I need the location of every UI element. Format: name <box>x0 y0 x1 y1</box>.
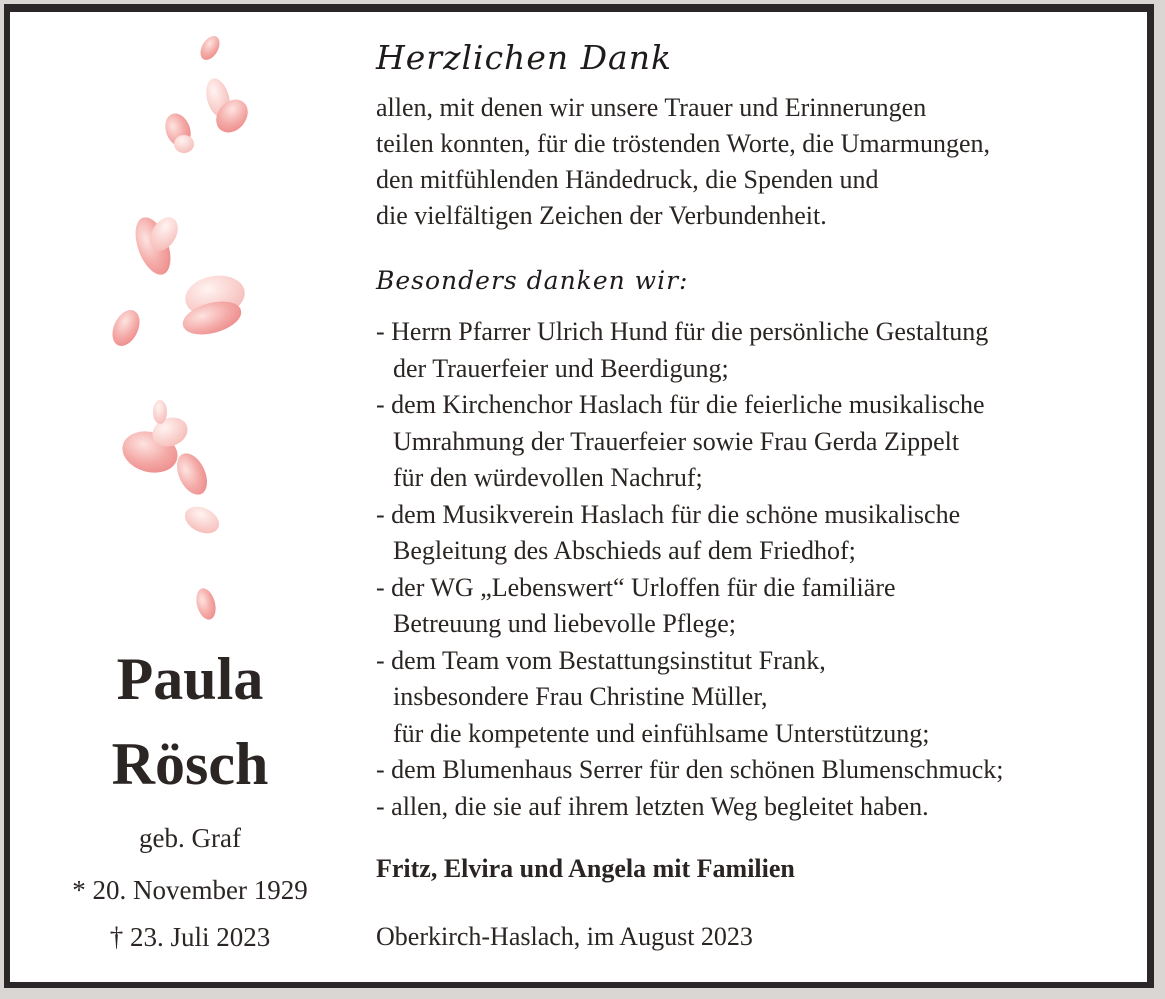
death-date: † 23. Juli 2023 <box>109 922 271 952</box>
left-column <box>10 12 370 982</box>
thanks-line: der Trauerfeier und Beerdigung; <box>393 353 729 383</box>
intro-line: allen, mit denen wir unsere Trauer und Erinnerungen <box>376 93 927 122</box>
thanks-line: - Herrn Pfarrer Ulrich Hund für die persönliche Gestaltung <box>376 317 989 346</box>
main-heading: Herzlichen Dank <box>376 38 672 77</box>
family-signature: Fritz, Elvira und Angela mit Familien <box>376 854 795 883</box>
sub-heading: Besonders danken wir: <box>376 266 689 295</box>
intro-line: die vielfältigen Zeichen der Verbundenheit. <box>376 201 827 230</box>
birth-date: * 20. November 1929 <box>72 875 308 905</box>
deceased-first-name: Paula <box>116 646 264 712</box>
thanks-line: - dem Blumenhaus Serrer für den schönen Blumenschmuck; <box>376 755 1004 784</box>
intro-line: teilen konnten, für die tröstenden Worte, die Umarmungen, <box>376 129 991 158</box>
petal-group-middle <box>107 212 248 350</box>
rose-petals-illustration <box>10 12 370 652</box>
thanks-line: Umrahmung der Trauerfeier sowie Frau Gerda Zippelt <box>393 426 960 456</box>
intro-line: den mitfühlenden Händedruck, die Spenden und <box>376 165 879 194</box>
petal-group-lower <box>118 400 224 622</box>
deceased-last-name: Rösch <box>111 731 269 797</box>
obituary-card <box>10 12 1147 982</box>
thanks-line: - dem Team vom Bestattungsinstitut Frank, <box>376 645 826 675</box>
thanks-line: - allen, die sie auf ihrem letzten Weg begleitet haben. <box>376 791 929 821</box>
petal-group-top <box>161 33 254 153</box>
thanks-line: insbesondere Frau Christine Müller, <box>393 682 768 711</box>
thanks-line: - dem Musikverein Haslach für die schöne musikalische <box>376 499 961 529</box>
intro-text <box>376 90 990 234</box>
right-column <box>370 12 1147 982</box>
birth-name: geb. Graf <box>139 823 241 853</box>
thanks-line: Begleitung des Abschieds auf dem Friedhof; <box>393 536 856 565</box>
thanks-list <box>376 314 1003 825</box>
place-date: Oberkirch-Haslach, im August 2023 <box>376 922 753 951</box>
thanks-line: für den würdevollen Nachruf; <box>393 463 703 492</box>
thanks-line: - dem Kirchenchor Haslach für die feierliche musikalische <box>376 390 985 419</box>
thanks-line: - der WG „Lebenswert“ Urloffen für die familiäre <box>376 572 896 602</box>
thanks-line: Betreuung und liebevolle Pflege; <box>393 609 736 638</box>
thanks-line: für die kompetente und einfühlsame Unterstützung; <box>393 718 930 748</box>
